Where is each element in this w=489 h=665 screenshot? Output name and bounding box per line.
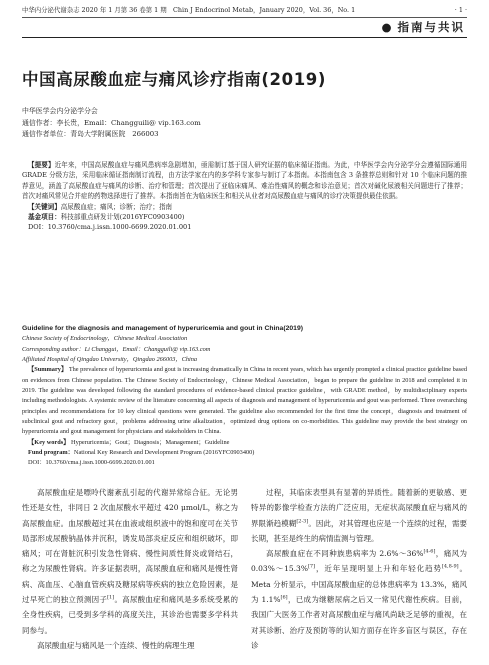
citation-ref: [2-3] <box>296 518 309 525</box>
body-text <box>22 485 467 663</box>
section-rule <box>22 37 467 38</box>
abstract-paragraph <box>22 160 467 202</box>
body-text-span: 高尿酸血症在不同种族患病率为 2.6%～36% <box>266 549 424 559</box>
english-keywords-text: Hyperuricemia；Gout；Diagnosis；Management；Guideline <box>71 438 230 446</box>
english-doi: DOI：10.3760/cma.j.issn.1000-6699.2020.01.001 <box>28 459 155 467</box>
abstract-english <box>22 324 467 469</box>
author-affiliation: 通信作者单位：青岛大学附属医院 266003 <box>22 130 159 138</box>
english-fund <box>22 448 467 458</box>
doi-line: DOI：10.3760/cma.j.issn.1000-6699.2020.01.001 <box>28 223 192 232</box>
page-number: · 1 · <box>454 6 467 14</box>
body-text-span: 高尿酸血症与痛风是一个连续、慢性的病理生理 <box>37 640 195 650</box>
body-paragraph <box>22 638 238 653</box>
fund-tag: 基金项目： <box>28 213 61 222</box>
author-org: 中华医学会内分泌学分会 <box>22 107 98 115</box>
body-text-span: 过程，其临床表型具有显著的异质性。随着新的更敏感、更特异的影像学检查方法的广泛应用，无症状高尿酸血症与痛风的界限渐趋模糊 <box>251 488 467 528</box>
body-text-span: 。Meta 分析显示，中国高尿酸血症的总体患病率为 13.3%，痛风为 1.1% <box>251 564 467 605</box>
english-fund-tag: Fund program： <box>28 449 74 457</box>
section-label <box>381 19 465 35</box>
running-head-journal: 中华内分泌代谢杂志 2020 年 1 月第 36 卷第 1 期 Chin J Endocrinol Metab，January 2020，Vol. 36，No. 1 <box>22 6 356 14</box>
body-paragraph <box>251 546 467 653</box>
english-society: Chinese Society of Endocrinology，Chinese Medical Association <box>22 335 188 343</box>
summary-text: The prevalence of hyperuricemia and gout is increasing dramatically in China in recent years, which has urgently prompted a clinical practice guideline based on evidences from Chinese population. The Chinese Society of Endocrinology，Chinese Medical Association，began to prepare the guideline in 2018 and completed it in 2019. The guideline was developed following the standard procedures of evidence-based clinical practice guideline，with GRADE method，by multidisciplinary experts including methodologists. A systemic review of the literature concerning all aspects of diagnosis and management of hyperuricemia and gout was performed. Three overarching principles and recommendations for 10 key clinical questions were generated. The guideline also recommended for the first time the concept，diagnosis and treatment of subclinical gout and refractory gout，problems addressing urine alkalization，optimized drug options on co-morbidities. This guideline may provide the best strategy on hyperuricemia and gout management for physicians and stakeholders in China. <box>22 366 468 436</box>
english-affiliation: Affiliated Hospital of Qingdao University，Qingdao 266003，China <box>22 356 198 364</box>
abstract-tag: 【提要】 <box>28 161 55 169</box>
citation-ref: [1] <box>107 594 115 601</box>
bullet-icon: ● <box>381 20 394 34</box>
citation-ref: [7] <box>307 563 316 570</box>
header-rule <box>22 17 467 18</box>
body-text-span: 高尿酸血症是嘌呤代谢紊乱引起的代谢异常综合征。无论男性还是女性，非同日 2 次血尿酸水平超过 420 μmol/L，称之为高尿酸血症。血尿酸超过其在血液或组织液中的饱和度可在关节局部形成尿酸钠晶体并沉积，诱发局部炎症反应和组织破坏，即痛风；可在肾脏沉积引发急性肾病、慢性间质性肾炎或肾结石，称之为尿酸性肾病。许多证据表明，高尿酸血症和痛风是慢性肾病、高血压、心脑血管疾病及糖尿病等疾病的独立危险因素，是过早死亡的独立预测因子 <box>22 488 238 605</box>
corresponding-author: 通信作者：李长贵，Email：Changguili@ vip.163.com <box>22 118 201 127</box>
english-keywords-tag: 【Key words】 <box>28 438 70 446</box>
english-fund-text: National Key Research and Development Program (2016YFC0903400) <box>73 449 255 457</box>
english-keywords <box>22 438 467 448</box>
abstract-chinese <box>22 160 467 233</box>
body-text-span: ，近年呈现明显上升和年轻化趋势 <box>315 564 442 574</box>
keywords-line <box>22 202 467 212</box>
fund-text: 科技部重点研发计划(2016YFC0903400) <box>60 213 185 222</box>
body-column-left <box>22 485 238 663</box>
english-title: Guideline for the diagnosis and management of hyperuricemia and gout in China(2019) <box>22 325 303 332</box>
body-paragraph <box>251 485 467 546</box>
body-text-span: ，痛风为 0.03%～15.3% <box>251 549 467 574</box>
body-text-span: 。因此，对其管理也应是一个连续的过程，需要长期，甚至是终生的病情监测与管理。 <box>251 518 467 543</box>
author-block <box>22 106 201 141</box>
citation-ref: [6] <box>280 594 288 601</box>
citation-ref: [4-6] <box>423 548 436 555</box>
body-text-span: 。高尿酸血症和痛风是多系统受累的全身性疾病，已受到多学科的高度关注，其诊治也需要多学科共同参与。 <box>22 595 238 635</box>
fund-line <box>22 212 467 222</box>
summary-tag: 【Summary】 <box>28 366 68 374</box>
body-text-span: ，已成为继糖尿病之后又一常见代谢性疾病。目前，我国广大医务工作者对高尿酸血症与痛风尚缺乏足够的重视，在对其诊断、治疗及预防等的认知方面存在许多盲区与误区，存在诊 <box>251 595 467 650</box>
body-paragraph <box>22 485 238 638</box>
english-corresponding: Corresponding author：Li Changgui，Email：Changguili@ vip.163.com <box>22 345 211 353</box>
citation-ref: [4,8-9] <box>441 563 459 570</box>
section-label-text: 指南与共识 <box>397 20 465 34</box>
abstract-text: 近年来，中国高尿酸血症与痛风患病率急剧增加，亟需制订基于国人研究证据的临床循证指南。为此，中华医学会内分泌学分会遵循国际通用 GRADE 分级方法，采用临床循证指南制订流程，由方法学家在内的多学科专家参与制订了本指南。本指南包含 3 条推荐总则和针对 10 个临床问题的推荐意见，涵盖了高尿酸血症与痛风的诊断、治疗和管理；首次提出了亚临床痛风、难治性痛风的概念和诊治意见；首次对碱化尿液相关问题进行了推荐；首次对痛风常见合并症的药物选择进行了推荐。本指南旨在为临床医生和相关从业者对高尿酸血症与痛风的诊疗决策提供最佳依据。 <box>22 161 467 201</box>
english-summary <box>22 365 467 437</box>
body-column-right <box>251 485 467 663</box>
keywords-text: 高尿酸血症；痛风；诊断；治疗；指南 <box>60 202 173 211</box>
page-title: 中国高尿酸血症与痛风诊疗指南(2019) <box>22 70 327 89</box>
keywords-tag: 【关键词】 <box>28 202 61 211</box>
running-head <box>22 4 467 16</box>
